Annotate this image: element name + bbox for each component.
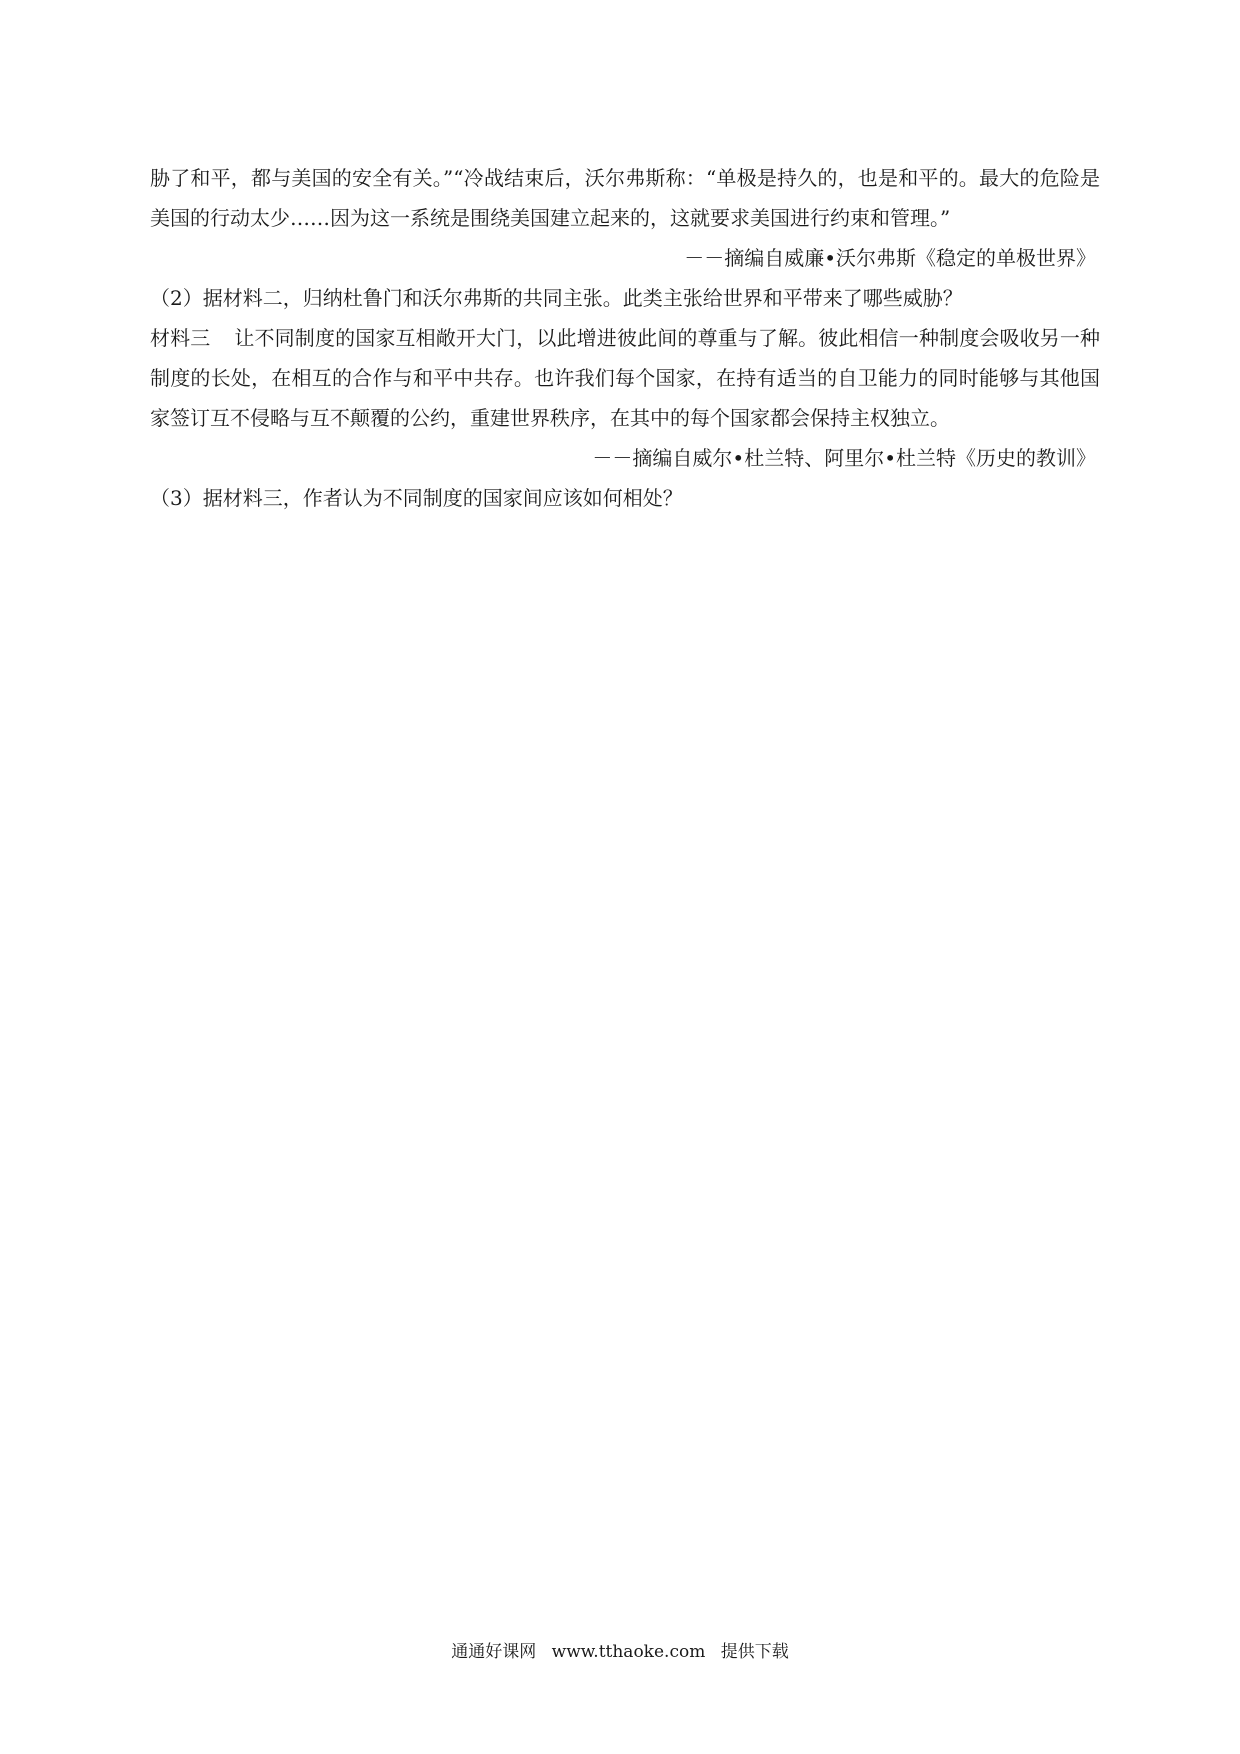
material-3-source: －－摘编自威尔•杜兰特、阿里尔•杜兰特《历史的教训》 bbox=[592, 446, 1096, 470]
question-2: （2）据材料二，归纳杜鲁门和沃尔弗斯的共同主张。此类主张给世界和平带来了哪些威胁？ bbox=[150, 286, 963, 310]
material-2-continued: 胁了和平，都与美国的安全有关。”“冷战结束后，沃尔弗斯称：“单极是持久的，也是和平的。最大的危险是美国的行动太少……因为这一系统是围绕美国建立起来的，这就要求美国进行约束和管理。” bbox=[150, 166, 1100, 230]
material-2-source: －－摘编自威廉•沃尔弗斯《稳定的单极世界》 bbox=[684, 246, 1096, 270]
question-3: （3）据材料三，作者认为不同制度的国家间应该如何相处？ bbox=[150, 486, 683, 510]
material-3 bbox=[150, 318, 1100, 438]
document-body bbox=[150, 158, 1100, 518]
footer-site-name: 通通好课网 bbox=[451, 1642, 537, 1662]
footer-url: www.tthaoke.com bbox=[551, 1642, 706, 1662]
footer-suffix: 提供下载 bbox=[720, 1642, 789, 1662]
page-footer bbox=[0, 1640, 1240, 1664]
material-3-label: 材料三 bbox=[150, 326, 211, 350]
material-3-text: 让不同制度的国家互相敞开大门，以此增进彼此间的尊重与了解。彼此相信一种制度会吸收另一种制度的长处，在相互的合作与和平中共存。也许我们每个国家，在持有适当的自卫能力的同时能够与其他国家签订互不侵略与互不颠覆的公约，重建世界秩序，在其中的每个国家都会保持主权独立。 bbox=[150, 326, 1101, 430]
